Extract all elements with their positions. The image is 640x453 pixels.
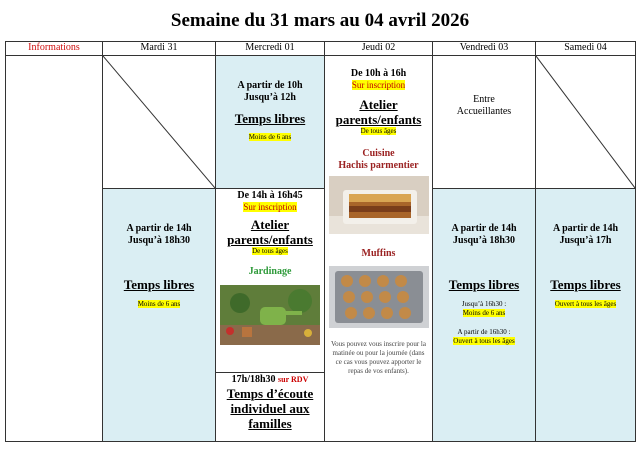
vendredi-pm-time2: Jusqu’à 18h30: [453, 235, 515, 246]
vendredi-pm-note2b: Ouvert à tous les âges: [453, 337, 515, 345]
header-vendredi: Vendredi 03: [433, 42, 536, 56]
samedi-afternoon: [536, 189, 636, 442]
samedi-morning-closed: [536, 56, 636, 189]
jeudi-activity: Atelier parents/enfants: [335, 97, 422, 127]
mercredi-pm-ages: De tous âges: [252, 247, 288, 255]
page-title: Semaine du 31 mars au 04 avril 2026: [170, 10, 470, 31]
vendredi-afternoon: [433, 189, 536, 442]
vendredi-am-text: Entre Accueillantes: [456, 94, 512, 117]
mercredi-rdv-label: sur RDV: [278, 375, 309, 384]
mercredi-am-time2: Jusqu’à 12h: [244, 92, 296, 103]
header-informations: Informations: [6, 42, 103, 56]
jeudi-registration: Sur inscription: [351, 80, 406, 90]
mardi-pm-time1: A partir de 14h: [126, 223, 192, 234]
muffins-photo-icon: [329, 266, 429, 328]
hachis-parmentier-photo-icon: [329, 176, 429, 234]
header-jeudi: Jeudi 02: [325, 42, 433, 56]
header-samedi: Samedi 04: [536, 42, 636, 56]
vendredi-pm-activity: Temps libres: [448, 277, 520, 292]
header-mercredi: Mercredi 01: [216, 42, 325, 56]
samedi-pm-activity: Temps libres: [550, 277, 621, 292]
morning-row: [6, 56, 636, 189]
vendredi-pm-time1: A partir de 14h: [451, 223, 517, 234]
mercredi-pm-activity: Atelier parents/enfants: [227, 217, 313, 247]
mardi-pm-note: Moins de 6 ans: [137, 300, 181, 308]
jeudi-dish2: Muffins: [361, 248, 396, 259]
diagonal-cross-line: [103, 56, 215, 188]
jeudi-cooking-label: Cuisine: [362, 148, 395, 159]
mardi-afternoon: [103, 189, 216, 442]
samedi-pm-time2: Jusqu’à 17h: [559, 235, 612, 246]
vendredi-morning: [433, 56, 536, 189]
diagonal-cross-line: [536, 56, 635, 188]
header-row: [6, 42, 636, 56]
jeudi-ages: De tous âges: [360, 127, 397, 135]
mercredi-morning: [216, 56, 325, 189]
informations-cell: [6, 56, 103, 442]
mardi-pm-activity: Temps libres: [123, 277, 195, 292]
mardi-pm-time2: Jusqu’à 18h30: [128, 235, 190, 246]
gardening-photo-icon: [220, 285, 320, 345]
vendredi-pm-note1a: Jusqu’à 16h30 :: [461, 300, 507, 308]
vendredi-pm-note2a: A partir de 16h30 :: [457, 328, 511, 336]
jeudi-note: Vous pouvez vous inscrire pour la matinée ou pour la journée (dans ce cas vous pouvez apporter le repas de vos enfants).: [331, 340, 426, 375]
vendredi-pm-note1b: Moins de 6 ans: [462, 309, 506, 317]
mercredi-pm-time: De 14h à 16h45: [237, 190, 303, 201]
mercredi-pm-registration: Sur inscription: [243, 202, 297, 212]
jeudi-cell: [325, 56, 433, 442]
samedi-pm-note: Ouvert à tous les âges: [554, 300, 617, 308]
mercredi-rdv-time: 17h/18h30: [231, 374, 276, 385]
jeudi-dish1: Hachis parmentier: [338, 160, 419, 171]
mercredi-am-note: Moins de 6 ans: [248, 133, 292, 141]
samedi-pm-time1: A partir de 14h: [552, 223, 619, 234]
mercredi-am-time1: A partir de 10h: [237, 80, 303, 91]
schedule-table: [5, 41, 636, 442]
jeudi-time: De 10h à 16h: [350, 68, 407, 79]
mardi-morning-closed: [103, 56, 216, 189]
mercredi-am-activity: Temps libres: [234, 111, 306, 126]
header-mardi: Mardi 31: [103, 42, 216, 56]
mercredi-afternoon: [216, 189, 325, 442]
mercredi-pm-theme: Jardinage: [248, 266, 292, 277]
mercredi-rdv-activity: Temps d’écoute individuel aux familles: [226, 386, 314, 431]
